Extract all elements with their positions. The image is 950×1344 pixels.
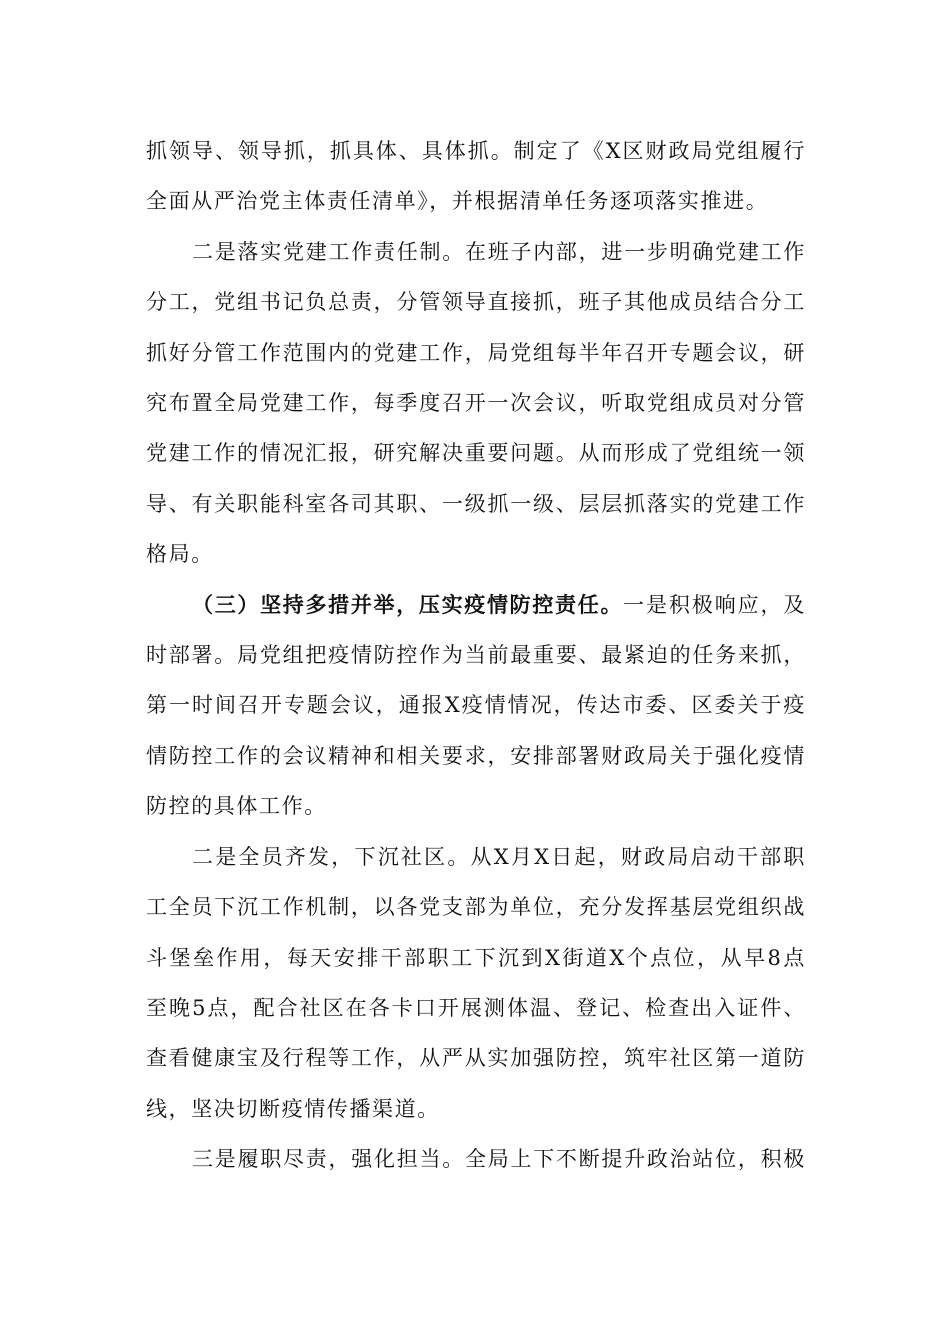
text-line: 格局。 — [146, 542, 214, 567]
document-body — [146, 126, 806, 1185]
text-line: 防控的具体工作。 — [146, 794, 327, 819]
paragraph-2 — [146, 227, 806, 580]
text-line: 斗堡垒作用，每天安排干部职工下沉到X街道X个点位，从早8点 — [146, 945, 806, 970]
paragraph-4 — [146, 832, 806, 1134]
text-line: 查看健康宝及行程等工作，从严从实加强防控，筑牢社区第一道防 — [146, 1046, 806, 1071]
text-line: 至晚5点，配合社区在各卡口开展测体温、登记、检查出入证件、 — [146, 995, 806, 1020]
text-line: 究布置全局党建工作，每季度召开一次会议，听取党组成员对分管 — [146, 391, 806, 416]
text-line: 全面从严治党主体责任清单》，并根据清单任务逐项落实推进。 — [146, 189, 769, 214]
text-line: 第一时间召开专题会议，通报X疫情情况，传达市委、区委关于疫 — [146, 693, 806, 718]
paragraph-1 — [146, 126, 806, 227]
text-line: 导、有关职能科室各司其职、一级抓一级、层层抓落实的党建工作 — [146, 491, 806, 516]
text-line: 抓好分管工作范围内的党建工作，局党组每半年召开专题会议，研 — [146, 340, 806, 365]
text-line: 二是落实党建工作责任制。在班子内部，进一步明确党建工作 — [192, 239, 806, 264]
text-line: 时部署。局党组把疫情防控作为当前最重要、最紧迫的任务来抓， — [146, 643, 806, 668]
paragraph-5 — [146, 1134, 806, 1184]
section-heading: （三）坚持多措并举，压实疫情防控责任。 — [192, 592, 624, 617]
text-line: 抓领导、领导抓，抓具体、具体抓。制定了《X区财政局党组履行 — [146, 139, 806, 163]
text-line: 二是全员齐发，下沉社区。从X月X日起，财政局启动干部职 — [192, 844, 806, 869]
text-line: 线，坚决切断疫情传播渠道。 — [146, 1096, 440, 1121]
text-line: 情防控工作的会议精神和相关要求，安排部署财政局关于强化疫情 — [146, 743, 806, 768]
text-line: 工全员下沉工作机制，以各党支部为单位，充分发挥基层党组织战 — [146, 895, 806, 920]
text-line: 党建工作的情况汇报，研究解决重要问题。从而形成了党组统一领 — [146, 441, 806, 466]
paragraph-3 — [146, 580, 806, 832]
text-line: 三是履职尽责，强化担当。全局上下不断提升政治站位，积极 — [192, 1147, 806, 1172]
heading-tail: 一是积极响应，及 — [623, 592, 806, 617]
text-line: 分工，党组书记负总责，分管领导直接抓，班子其他成员结合分工 — [146, 290, 806, 315]
text-line — [146, 580, 806, 630]
